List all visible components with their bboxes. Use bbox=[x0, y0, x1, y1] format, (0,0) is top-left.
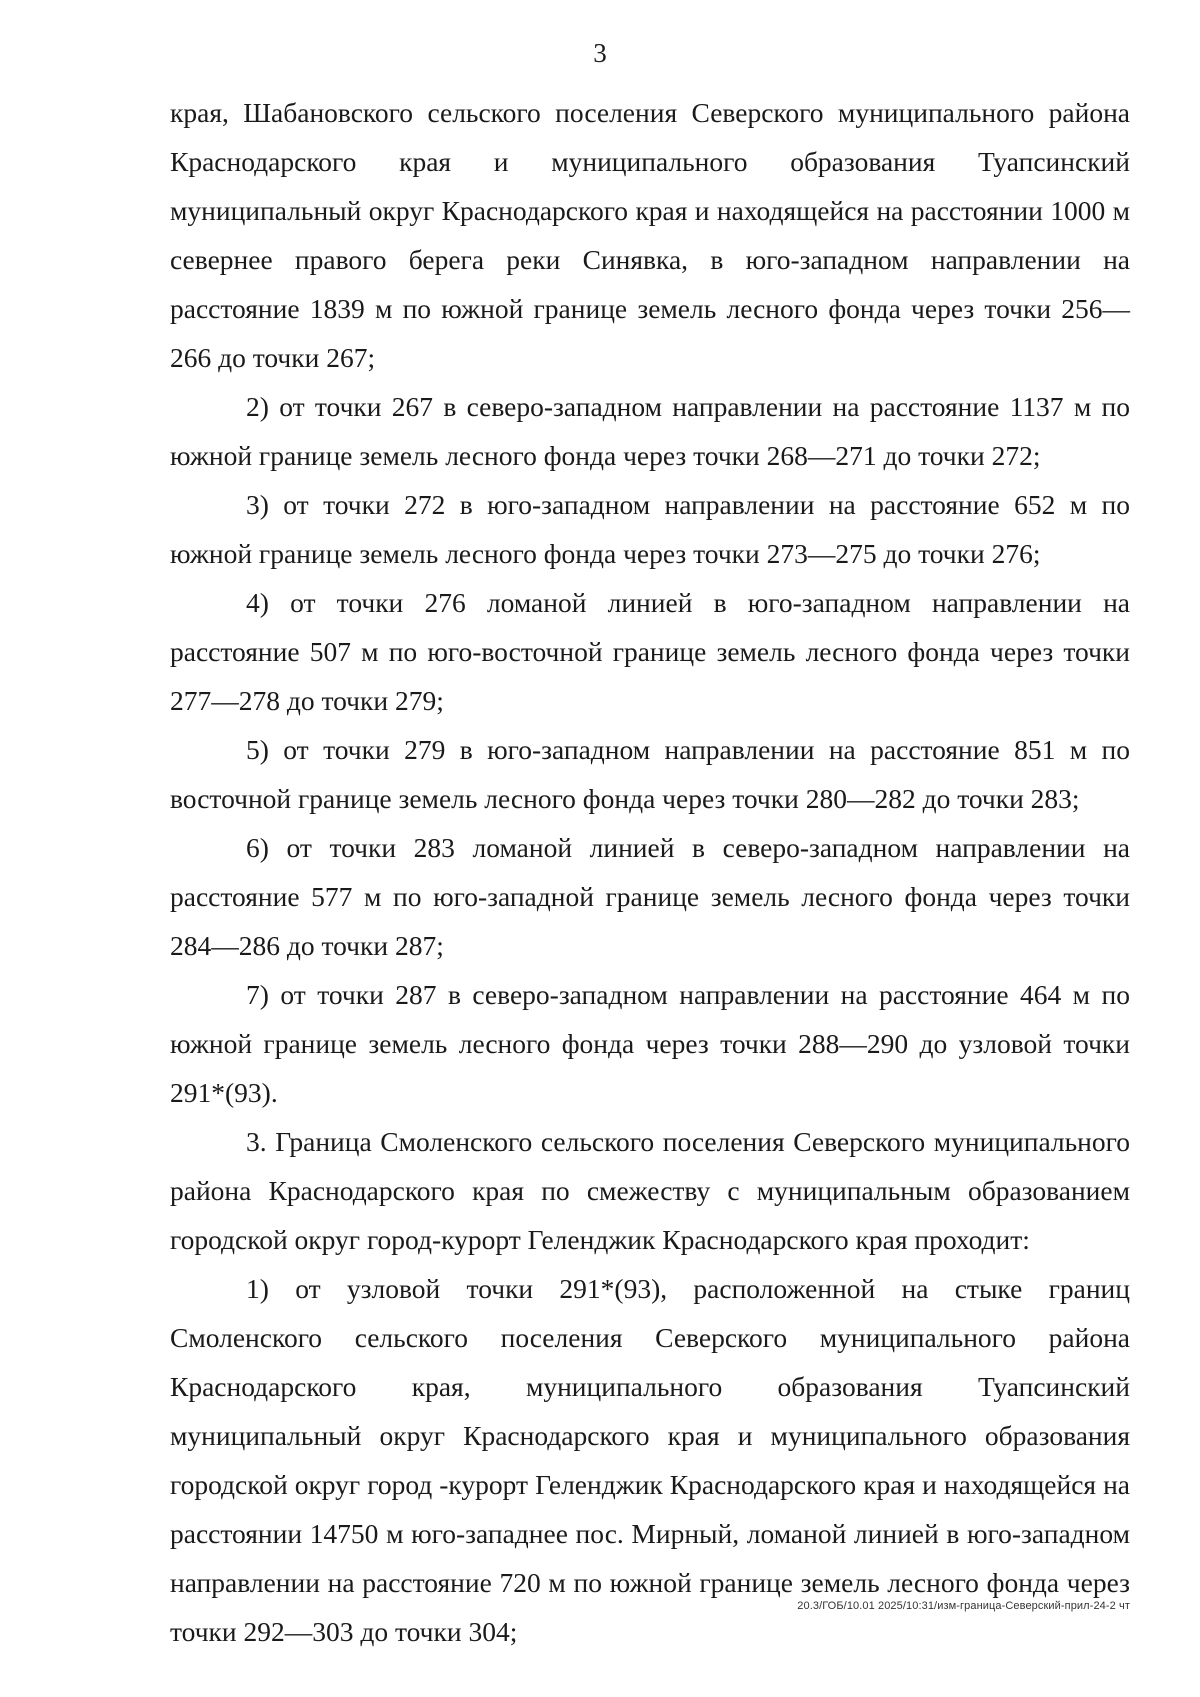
paragraph-section-3: 3. Граница Смоленского сельского поселения Северского муниципального района Краснодарского края по смежеству с муниципальным образованием городской округ город-курорт Геленджик Краснодарского края проходит: bbox=[170, 1126, 1130, 1255]
page-number: 3 bbox=[593, 38, 607, 68]
paragraph-continuation: края, Шабановского сельского поселения Северского муниципального района Краснодарского края и муниципального образования Туапсинский муниципальный округ Краснодарского края и находящейся на расстоянии 1000 м севернее правого берега реки Синявка, в юго-западном направлении на расстояние 1839 м по южной границе земель лесного фонда через точки 256—266 до точки 267; bbox=[170, 97, 1130, 373]
paragraph-item-2: 2) от точки 267 в северо-западном направлении на расстояние 1137 м по южной границе земель лесного фонда через точки 268—271 до точки 272; bbox=[170, 391, 1130, 471]
paragraph-item-7: 7) от точки 287 в северо-западном направлении на расстояние 464 м по южной границе земель лесного фонда через точки 288—290 до узловой точки 291*(93). bbox=[170, 979, 1130, 1108]
paragraph-item-5: 5) от точки 279 в юго-западном направлении на расстояние 851 м по восточной границе земель лесного фонда через точки 280—282 до точки 283; bbox=[170, 734, 1130, 814]
paragraph-section-3-item-1: 1) от узловой точки 291*(93), расположенной на стыке границ Смоленского сельского поселения Северского муниципального района Краснодарского края, муниципального образования Туапсинский муниципальный округ Краснодарского края и муниципального образования городской округ город -курорт Геленджик Краснодарского края и находящейся на расстоянии 14750 м юго-западнее пос. Мирный, ломаной линией в юго-западном направлении на расстояние 720 м по южной границе земель лесного фонда через точки 292—303 до точки 304; bbox=[170, 1273, 1130, 1647]
footer-document-code: 20.3/ГОБ/10.01 2025/10:31/изм-граница-Северский-прил-24-2 чт bbox=[797, 1600, 1130, 1612]
document-body bbox=[170, 88, 1130, 1656]
paragraph-item-3: 3) от точки 272 в юго-западном направлении на расстояние 652 м по южной границе земель лесного фонда через точки 273—275 до точки 276; bbox=[170, 489, 1130, 569]
paragraph-item-4: 4) от точки 276 ломаной линией в юго-западном направлении на расстояние 507 м по юго-восточной границе земель лесного фонда через точки 277—278 до точки 279; bbox=[170, 587, 1130, 716]
paragraph-item-6: 6) от точки 283 ломаной линией в северо-западном направлении на расстояние 577 м по юго-западной границе земель лесного фонда через точки 284—286 до точки 287; bbox=[170, 832, 1130, 961]
